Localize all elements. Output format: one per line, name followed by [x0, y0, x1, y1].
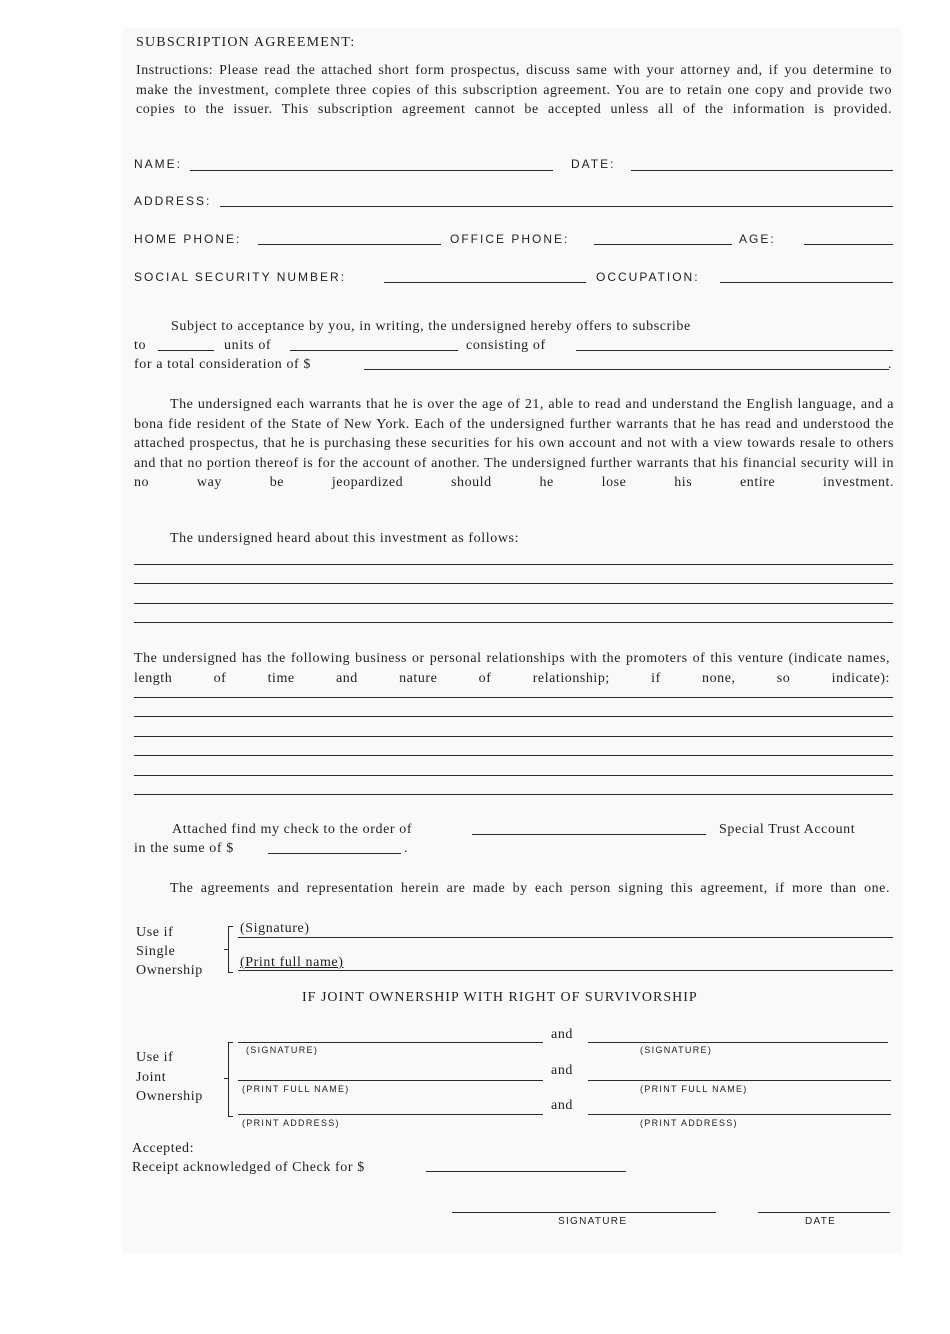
single-brace-mid: [224, 949, 229, 950]
issuer-date-field[interactable]: [758, 1212, 890, 1213]
issuer-signature-label: SIGNATURE: [558, 1216, 628, 1227]
joint-address-label-1: (PRINT ADDRESS): [242, 1118, 340, 1128]
joint-brace-bottom: [228, 1116, 233, 1117]
age-label: AGE:: [739, 232, 776, 246]
single-signature-field[interactable]: [238, 937, 893, 938]
joint-and-2: and: [551, 1063, 574, 1078]
ssn-label: SOCIAL SECURITY NUMBER:: [134, 270, 347, 284]
joint-print-name-field-2[interactable]: [588, 1080, 891, 1081]
joint-print-name-label-2: (PRINT FULL NAME): [640, 1084, 748, 1094]
instructions-paragraph: Instructions: Please read the attached short form prospectus, discuss same with your attorney and, if you determine to make the investment, complete three copies of this subscription agreement. You are to retain one copy and provide two copies to the issuer. This subscription agreement cannot be accepted unless all of the information is provided.: [136, 63, 892, 118]
total-period: .: [888, 357, 893, 372]
total-consideration-label: for a total consideration of $: [134, 357, 312, 372]
joint-address-field-1[interactable]: [238, 1114, 543, 1115]
joint-signature-field-1[interactable]: [238, 1042, 543, 1043]
units-of-field[interactable]: [290, 350, 458, 351]
check-sum-period: .: [404, 841, 409, 856]
joint-address-label-2: (PRINT ADDRESS): [640, 1118, 738, 1128]
units-of-label: units of: [224, 338, 272, 353]
joint-ownership-heading: IF JOINT OWNERSHIP WITH RIGHT OF SURVIVORSHIP: [302, 990, 698, 1005]
joint-and-1: and: [551, 1027, 574, 1042]
joint-brace: [228, 1042, 229, 1116]
form-title: SUBSCRIPTION AGREEMENT:: [136, 35, 356, 50]
single-print-name-label: (Print full name): [240, 955, 344, 970]
accepted-label: Accepted:: [132, 1141, 195, 1156]
relationships-line-4[interactable]: [134, 755, 893, 756]
joint-signature-label-2: (SIGNATURE): [640, 1045, 713, 1055]
address-label: ADDRESS:: [134, 194, 212, 208]
age-field[interactable]: [804, 244, 893, 245]
heard-about-line-2[interactable]: [134, 583, 893, 584]
office-phone-field[interactable]: [594, 244, 732, 245]
address-field[interactable]: [220, 206, 893, 207]
relationships-line-5[interactable]: [134, 775, 893, 776]
receipt-amount-field[interactable]: [426, 1171, 626, 1172]
relationships-line-3[interactable]: [134, 736, 893, 737]
special-trust-account-label: Special Trust Account: [719, 822, 856, 837]
check-order-label: Attached find my check to the order of: [172, 822, 413, 837]
joint-print-name-field-1[interactable]: [238, 1080, 543, 1081]
heard-about-line-4[interactable]: [134, 622, 893, 623]
joint-print-name-label-1: (PRINT FULL NAME): [242, 1084, 350, 1094]
relationships-label: The undersigned has the following business or personal relationships with the promoters of this venture (indicate names, length of time and nature of relationship; if none, so indicate):: [134, 651, 890, 686]
home-phone-label: HOME PHONE:: [134, 232, 242, 246]
heard-about-line-3[interactable]: [134, 603, 893, 604]
heard-about-label: The undersigned heard about this investment as follows:: [170, 531, 520, 546]
total-consideration-field[interactable]: [364, 369, 889, 370]
name-label: NAME:: [134, 157, 183, 171]
name-field[interactable]: [190, 170, 553, 171]
warranty-paragraph: The undersigned each warrants that he is over the age of 21, able to read and understand the English language, and a bona fide resident of the State of New York. Each of the undersigned further warrants that he has read and understood the attached prospectus, that he is purchasing these securities for his own account and not with a view towards resale to others and that no portion thereof is for the account of another. The undersigned further warrants that his financial security will in no way be jeopardized should he lose his entire investment.: [134, 397, 894, 491]
date-label: DATE:: [571, 157, 616, 171]
single-ownership-label: Ownership: [136, 963, 203, 978]
single-label: Single: [136, 944, 176, 959]
joint-label: Joint: [136, 1070, 167, 1085]
consisting-of-label: consisting of: [466, 338, 546, 353]
scanned-document: [122, 28, 902, 1253]
single-brace-top: [228, 926, 233, 927]
receipt-label: Receipt acknowledged of Check for $: [132, 1160, 365, 1175]
joint-and-3: and: [551, 1098, 574, 1113]
joint-use-if-label: Use if: [136, 1050, 174, 1065]
single-print-name-field[interactable]: [238, 970, 893, 971]
issuer-date-label: DATE: [805, 1216, 837, 1227]
check-sum-label: in the sume of $: [134, 841, 234, 856]
occupation-label: OCCUPATION:: [596, 270, 700, 284]
single-use-if-label: Use if: [136, 925, 174, 940]
check-sum-field[interactable]: [268, 853, 401, 854]
joint-signature-field-2[interactable]: [588, 1042, 888, 1043]
relationships-line-1[interactable]: [134, 697, 893, 698]
agreements-paragraph: The agreements and representation herein are made by each person signing this agreement, if more than one.: [170, 881, 890, 896]
subscribe-text: Subject to acceptance by you, in writing, the undersigned hereby offers to subscribe: [171, 319, 691, 334]
joint-brace-mid: [224, 1078, 229, 1079]
heard-about-line-1[interactable]: [134, 564, 893, 565]
date-field[interactable]: [631, 170, 893, 171]
single-signature-label: (Signature): [240, 921, 310, 936]
units-count-field[interactable]: [158, 350, 214, 351]
joint-address-field-2[interactable]: [588, 1114, 891, 1115]
joint-brace-top: [228, 1042, 233, 1043]
consisting-of-field[interactable]: [576, 350, 893, 351]
subscribe-to-label: to: [134, 338, 147, 353]
occupation-field[interactable]: [720, 282, 893, 283]
ssn-field[interactable]: [384, 282, 586, 283]
joint-signature-label-1: (SIGNATURE): [246, 1045, 319, 1055]
home-phone-field[interactable]: [258, 244, 441, 245]
joint-ownership-label: Ownership: [136, 1089, 203, 1104]
single-brace-bottom: [228, 972, 233, 973]
relationships-line-6[interactable]: [134, 794, 893, 795]
relationships-line-2[interactable]: [134, 716, 893, 717]
check-payee-field[interactable]: [472, 834, 706, 835]
office-phone-label: OFFICE PHONE:: [450, 232, 570, 246]
issuer-signature-field[interactable]: [452, 1212, 716, 1213]
